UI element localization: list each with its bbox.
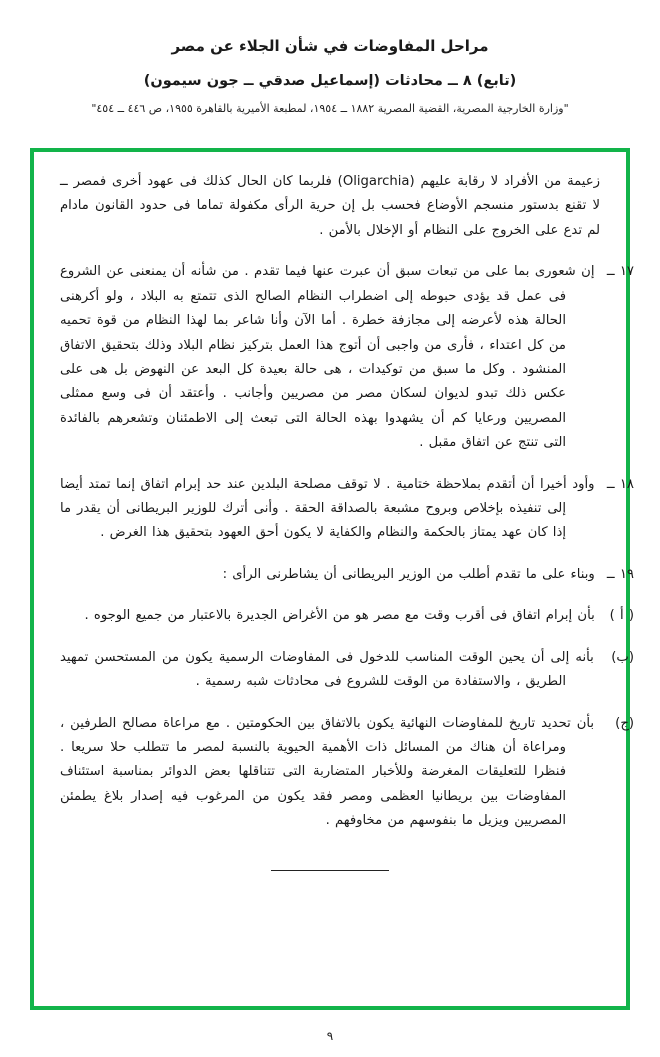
paragraph-text: وبناء على ما تقدم أطلب من الوزير البريطانى أن يشاطرنى الرأى :: [222, 566, 595, 582]
paragraph-opening: [60, 170, 600, 243]
content-frame: [30, 148, 635, 1010]
list-item-text: بأن تحديد تاريخ للمفاوضات النهائية يكون بالاتفاق بين الحكومتين . مع مراعاة مصالح الطرفين ، ومراعاة أن هناك من المسائل ذات الأهمية الحيوية بالنسبة لمصر ما تتطلب حلا سريعا . فنظرا للتعليقات المغرضة وللأخبار المتضاربة التى تتناقلها بعض الدوائر بمناسبة استئناف المفاوضات بين بريطانيا العظمى ومصر فقد يكون من المرغوب فيه إصدار بلاغ يطمئن المصريين ويزيل ما بنفوسهم من مخاوفهم .: [60, 715, 595, 829]
paragraph-text: إن شعورى بما على من تبعات سبق أن عبرت عنها فيما تقدم . من شأنه أن يمنعنى عن الشروع فى عمل قد يؤدى حبوطه إلى اضطراب النظام الصالح الذى تتمتع به البلاد ، ولو أكرهنى الحالة هذه لأعرضه إلى مجازفة خطرة . أما الآن وأنا شاعر بما لهذا النظام من قوة تحميه من كل اعتداء ، فأرى من واجبى أن أتوج هذا العمل بتركيز نظام البلاد وذلك بتحقيق الاتفاق المنشود . وكل ما سبق من توكيدات ، هى حالة بعيدة كل البعد عن النهوض بل هى على عكس ذلك تبدو لديوان لسكان مصر من مصريين وأجانب . وأعتقد أن فى وسع ممثلى المصريين ورعايا كم أن يشهدوا بهذه الحالة التى تبعث إلى الاطمئنان وتشعرهم بالفائدة التى تنتج عن اتفاق مقبل .: [60, 264, 595, 451]
section-divider: [271, 870, 389, 871]
page-header: [0, 0, 660, 115]
list-item-c: (ج) بأن تحديد تاريخ للمفاوضات النهائية يكون بالاتفاق بين الحكومتين . مع مراعاة مصالح الطرفين ، ومراعاة أن هناك من المسائل ذات الأهمية الحيوية بالنسبة لمصر ما تتطلب حلا سريعا . فنظرا للتعليقات المغرضة وللأخبار المتضاربة التى تتناقلها بعض الدوائر بمناسبة استئناف المفاوضات بين بريطانيا العظمى ومصر فقد يكون من المرغوب فيه إصدار بلاغ يطمئن المصريين ويزيل ما بنفوسهم من مخاوفهم .: [60, 715, 634, 829]
paragraph-18: ١٨ ــ وأود أخيرا أن أتقدم بملاحظة ختامية . لا توقف مصلحة البلدين عند حد إبرام اتفاق إنما تمتد أيضا إلى تنفيذه بإخلاص وبروح مشبعة بالصداقة الحقة . وأنى أترك للوزير البريطانى أن يقدر ما إذا كان عهد يمتاز بالحكمة والنظام والكفاية لا يكون أحق العهود بتحقيق هذا الغرض .: [60, 476, 635, 541]
list-item-a: ( أ ) بأن إبرام اتفاق فى أقرب وقت مع مصر هو من الأغراض الجديرة بالاعتبار من جميع الوجوه .: [84, 608, 634, 624]
list-item-text: بأن إبرام اتفاق فى أقرب وقت مع مصر هو من الأغراض الجديرة بالاعتبار من جميع الوجوه .: [84, 608, 595, 624]
document-subtitle: (تابع) ٨ ــ محادثات (إسماعيل صدقي ــ جون سيمون): [143, 73, 517, 89]
section-divider-wrap: [60, 856, 600, 875]
document-source-note: "وزارة الخارجية المصرية، القضية المصرية ١٨٨٢ ــ ١٩٥٤، لمطبعة الأميرية بالقاهرة ١٩٥٥، ص ٤٤٦ ــ ٤٥٤": [91, 102, 569, 115]
list-item-b: (ب) بأنه إلى أن يحين الوقت المناسب للدخول فى المفاوضات الرسمية يكون من المستحسن تمهيد الطريق ، والاستفادة من الوقت للشروع فى محادثات شبه رسمية .: [60, 649, 634, 690]
page-number: ٩: [326, 1029, 334, 1043]
paragraph-17: ١٧ ــ إن شعورى بما على من تبعات سبق أن عبرت عنها فيما تقدم . من شأنه أن يمنعنى عن الشروع فى عمل قد يؤدى حبوطه إلى اضطراب النظام الصالح الذى تتمتع به البلاد ، ولو أكرهنى الحالة هذه لأعرضه إلى مجازفة خطرة . أما الآن وأنا شاعر بما لهذا النظام من قوة تحميه من كل اعتداء ، فأرى من واجبى أن أتوج هذا العمل بتركيز نظام البلاد وذلك بتحقيق الاتفاق المنشود . وكل ما سبق من توكيدات ، هى حالة بعيدة كل البعد عن النهوض بل هى على عكس ذلك تبدو لديوان لسكان مصر من مصريين وأجانب . وأعتقد أن فى وسع ممثلى المصريين ورعايا كم أن يشهدوا بهذه الحالة التى تبعث إلى الاطمئنان وتشعرهم بالفائدة التى تنتج عن اتفاق مقبل .: [60, 264, 634, 451]
paragraph-19: ١٩ ــ وبناء على ما تقدم أطلب من الوزير البريطانى أن يشاطرنى الرأى :: [222, 566, 634, 582]
document-title: مراحل المفاوضات في شأن الجلاء عن مصر: [171, 37, 489, 55]
paragraph-text: زعيمة من الأفراد لا رقابة عليهم (Oligarchia) فلربما كان الحال كذلك فى عهود أخرى فمصر ــ لا تقنع بدستور منسجم الأوضاع فحسب بل إن حرية الرأى مكفولة تماما فى حدود القانون مادام لم تدع على الخروج على النظام أو الإخلال بالأمن .: [60, 174, 601, 238]
list-item-text: بأنه إلى أن يحين الوقت المناسب للدخول فى المفاوضات الرسمية يكون من المستحسن تمهيد الطريق ، والاستفادة من الوقت للشروع فى محادثات شبه رسمية .: [60, 649, 594, 690]
paragraph-text: وأود أخيرا أن أتقدم بملاحظة ختامية . لا توقف مصلحة البلدين عند حد إبرام اتفاق إنما تمتد أيضا إلى تنفيذه بإخلاص وبروح مشبعة بالصداقة الحقة . وأنى أترك للوزير البريطانى أن يقدر ما إذا كان عهد يمتاز بالحكمة والنظام والكفاية لا يكون أحق العهود بتحقيق هذا الغرض .: [60, 476, 595, 541]
content-body: [34, 152, 635, 1006]
